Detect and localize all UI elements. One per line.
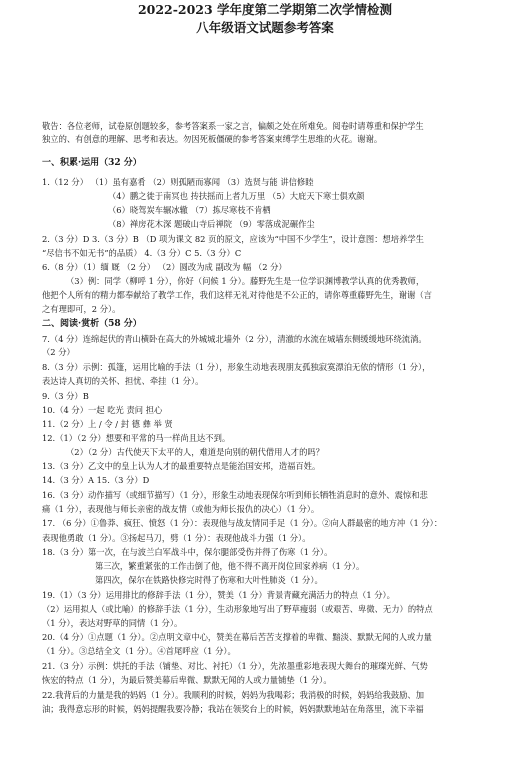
answer-line: （3）例：同学（柳呼 1 分），你好（问候 1 分）。藤野先生是一位学识渊博教学认真的优秀教师， (66, 276, 425, 286)
answer-line: 第四次，保尔在铁路快修完时得了伤寒和大叶性肺炎（1 分）。 (95, 575, 323, 585)
answer-line: （1 分）。③总结全文（1 分）。④首尾呼应（1 分）。 (42, 646, 236, 656)
answer-line: 他把个人所有的精力都奉献给了教学工作，我们这样无礼对待他是不公正的，请你尊重藤野先生，谢谢（言 (42, 290, 432, 300)
answer-line: 17. （6 分）①鲁莽、疯狂、愤怒（1 分）：表现他与战友情同手足（1 分）。②向人群最密的地方冲（1 分）： (42, 518, 443, 528)
document-title: 2022-2023 学年度第二学期第二次学情检测 (137, 2, 393, 17)
answer-line: 16.（3 分）动作描写（或细节描写）（1 分），形象生动地表现保尔听到师长牺牲消息时的意外、震惊和悲 (42, 490, 428, 500)
answer-line: 10.（4 分）一起 吃光 责问 担心 (42, 405, 163, 415)
answer-line: “尽信书不如无书”的品质） 4.（3 分）C 5.（3 分）C (42, 248, 242, 258)
notice-line-2: 独立的、有创意的理解、思考和表达。勿因死板僵硬的参考答案束缚学生思维的火花。谢谢。 (42, 134, 383, 144)
answer-line: （2 分） (42, 347, 75, 357)
answer-line: （2）运用拟人（或比喻）的修辞手法（1 分），生动形象地写出了野草瘦弱（或艰苦、卑微、无力）的特点 (42, 604, 433, 614)
answer-line: 12.（1）（2 分）想要和平常的马一样尚且达不到。 (42, 433, 231, 443)
answer-line: 8.（3 分）示例：孤篷，运用比喻的手法（1 分），形象生动地表现朋友孤独寂寞漂泊无依的情形（1 分）， (42, 362, 431, 372)
answer-line: 14.（3 分）A 15.（3 分）D (42, 475, 150, 485)
answer-line: 19.（1）（3 分）运用排比的修辞手法（1 分），赞美（1 分）背景青藏充满活力的特点（1 分）。 (42, 590, 395, 600)
answer-line: 7.（4 分）连绵起伏的青山横卧在高大的外城城北墙外（2 分），清澈的水流在城墙东侧缓缓地环绕流淌。 (42, 334, 427, 344)
answer-line: 22.我背后的力量是我的妈妈（1 分）。我顺利的时候，妈妈为我喝彩；我消极的时候，妈妈给我鼓励、加 (42, 690, 425, 700)
answer-line: 18.（3 分）第一次，在与波兰白军战斗中，保尔腿部受伤并得了伤寒（1 分）。 (42, 547, 333, 557)
answer-line: （2）（2 分）古代使天下太平的人，难道是向别的朝代借用人才的吗？ (66, 447, 324, 457)
answer-line: 油；我得意忘形的时候，妈妈提醒我要冷静；我站在领奖台上的时候，妈妈默默地站在角落里，流下幸福 (42, 704, 424, 714)
notice-line-1: 敬告：各位老师，试卷原创题较多，参考答案系一家之言，偏颇之处在所难免。阅卷时请尊重和保护学生 (42, 121, 424, 131)
section-heading-2: 二、阅读·赏析（58 分） (42, 319, 142, 329)
answer-line: 2.（3 分）D 3.（3 分）B （D 项为课文 82 页的原文，应该为“中国不少学生”，设计意图：想培养学生 (42, 234, 424, 244)
answer-line: 第三次，繁重紧张的工作击倒了他，他不得不离开岗位回家养病（1 分）。 (95, 561, 365, 571)
answer-line: 21.（3 分）示例：烘托的手法（铺垫、对比、衬托）（1 分），先浓墨重彩地表现大舞台的璀璨光鲜、气势 (42, 661, 428, 671)
answer-line: 表现他勇敢（1 分）。③扬起马刀，劈（1 分）：表现他战斗力强（1 分）。 (42, 533, 311, 543)
answer-line: 恢宏的特点（1 分），为最后赞美幕后卑微、默默无闻的人或力量铺垫（1 分）。 (42, 675, 332, 685)
answer-line: （4）鹏之徙于南冥也 抟扶摇而上者九万里 （5）大庇天下寒士俱欢颜 (108, 191, 365, 201)
answer-line: 1.（12 分） （1）虽有嘉肴 （2）则孤陋而寡闻 （3）选贤与能 讲信修睦 (42, 177, 314, 187)
answer-line: 20.（4 分）①点题（1 分）。②点明文章中心，赞美在幕后苦苦支撑着的卑微、黯淡、默默无闻的人或力量 (42, 632, 432, 642)
answer-line: 9.（3 分）B (42, 391, 89, 401)
answer-line: （1 分），表达对野草的同情（1 分）。 (42, 618, 183, 628)
answer-line: 之有理即可，2 分）。 (42, 304, 121, 314)
document-subtitle: 八年级语文试题参考答案 (196, 20, 334, 35)
answer-line: 表达诗人真切的关怀、担忧、牵挂（1 分）。 (42, 376, 204, 386)
answer-line: 6.（8 分）（1）缅 厩 （2 分） （2）圆改为成 副改为 幅 （2 分） (42, 262, 287, 272)
answer-line: （6）晓驾炭车辗冰辙 （7）拣尽寒枝不肯栖 (108, 205, 271, 215)
answer-line: 痛（1 分），表现他与师长亲密的战友情（或他为师长报仇的决心）（1 分）。 (42, 504, 320, 514)
answer-line: 11.（2 分）上 / 令 / 封 德 彝 举 贤 (42, 419, 173, 429)
answer-line: 13.（3 分）乙文中的皇上认为人才的最重要特点是能治国安邦，造福百姓。 (42, 461, 321, 471)
answer-line: （8）禅房花木深 题破山寺后禅院 （9）零落成泥碾作尘 (108, 219, 315, 229)
section-heading-1: 一、积累·运用（32 分） (42, 158, 142, 168)
